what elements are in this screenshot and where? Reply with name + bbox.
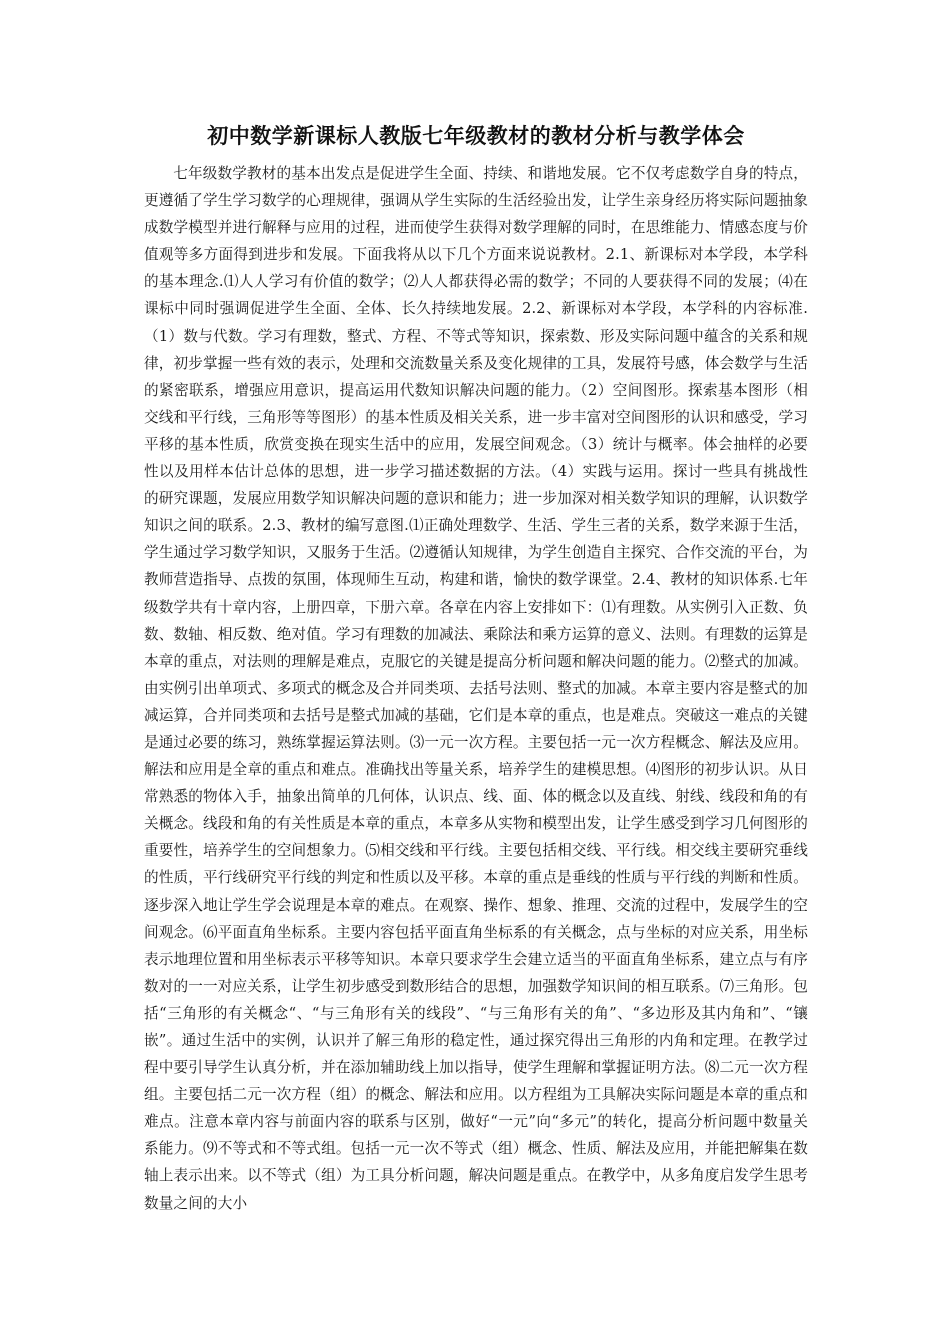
document-page	[144, 118, 808, 1217]
document-title: 初中数学新课标人教版七年级教材的教材分析与教学体会	[207, 124, 745, 148]
document-body-paragraph: 七年级数学教材的基本出发点是促进学生全面、持续、和谐地发展。它不仅考虑数学自身的特点，更遵循了学生学习数学的心理规律，强调从学生实际的生活经验出发，让学生亲身经历将实际问题抽象成数学模型并进行解释与应用的过程，进而使学生获得对数学理解的同时，在思维能力、情感态度与价值观等多方面得到进步和发展。下面我将从以下几个方面来说说教材。2.1、新课标对本学段，本学科的基本理念.⑴人人学习有价值的数学；⑵人人都获得必需的数学；不同的人要获得不同的发展；⑷在课标中同时强调促进学生全面、全体、长久持续地发展。2.2、新课标对本学段，本学科的内容标准.（1）数与代数。学习有理数，整式、方程、不等式等知识，探索数、形及实际问题中蕴含的关系和规律，初步掌握一些有效的表示，处理和交流数量关系及变化规律的工具，发展符号感，体会数学与生活的紧密联系，增强应用意识，提高运用代数知识解决问题的能力。（2）空间图形。探索基本图形（相交线和平行线，三角形等等图形）的基本性质及相关关系，进一步丰富对空间图形的认识和感受，学习平移的基本性质，欣赏变换在现实生活中的应用，发展空间观念。（3）统计与概率。体会抽样的必要性以及用样本估计总体的思想，进一步学习描述数据的方法。（4）实践与运用。探讨一些具有挑战性的研究课题，发展应用数学知识解决问题的意识和能力；进一步加深对相关数学知识的理解，认识数学知识之间的联系。2.3、教材的编写意图.⑴正确处理数学、生活、学生三者的关系，数学来源于生活，学生通过学习数学知识，又服务于生活。⑵遵循认知规律，为学生创造自主探究、合作交流的平台，为教师营造指导、点拨的氛围，体现师生互动，构建和谐，愉快的数学课堂。2.4、教材的知识体系.七年级数学共有十章内容，上册四章，下册六章。各章在内容上安排如下：⑴有理数。从实例引入正数、负数、数轴、相反数、绝对值。学习有理数的加减法、乘除法和乘方运算的意义、法则。有理数的运算是本章的重点，对法则的理解是难点，克服它的关键是提高分析问题和解决问题的能力。⑵整式的加减。由实例引出单项式、多项式的概念及合并同类项、去括号法则、整式的加减。本章主要内容是整式的加减运算，合并同类项和去括号是整式加减的基础，它们是本章的重点，也是难点。突破这一难点的关键是通过必要的练习，熟练掌握运算法则。⑶一元一次方程。主要包括一元一次方程概念、解法及应用。解法和应用是全章的重点和难点。准确找出等量关系，培养学生的建模思想。⑷图形的初步认识。从日常熟悉的物体入手，抽象出简单的几何体，认识点、线、面、体的概念以及直线、射线、线段和角的有关概念。线段和角的有关性质是本章的重点，本章多从实物和模型出发，让学生感受到学习几何图形的重要性，培养学生的空间想象力。⑸相交线和平行线。主要包括相交线、平行线。相交线主要研究垂线的性质，平行线研究平行线的判定和性质以及平移。本章的重点是垂线的性质与平行线的判断和性质。逐步深入地让学生学会说理是本章的难点。在观察、操作、想象、推理、交流的过程中，发展学生的空间观念。⑹平面直角坐标系。主要内容包括平面直角坐标系的有关概念，点与坐标的对应关系，用坐标表示地理位置和用坐标表示平移等知识。本章只要求学生会建立适当的平面直角坐标系，建立点与有序数对的一一对应关系，让学生初步感受到数形结合的思想，加强数学知识间的相互联系。⑺三角形。包括“三角形的有关概念“、“与三角形有关的线段”、“与三角形有关的角”、“多边形及其内角和”、“镶嵌”。通过生活中的实例，认识并了解三角形的稳定性，通过探究得出三角形的内角和定理。在教学过程中要引导学生认真分析，并在添加辅助线上加以指导，使学生理解和掌握证明方法。⑻二元一次方程组。主要包括二元一次方程（组）的概念、解法和应用。以方程组为工具解决实际问题是本章的重点和难点。注意本章内容与前面内容的联系与区别，做好“一元”向“多元”的转化，提高分析问题中数量关系能力。⑼不等式和不等式组。包括一元一次不等式（组）概念、性质、解法及应用，并能把解集在数轴上表示出来。以不等式（组）为工具分析问题，解决问题是重点。在教学中，从多角度启发学生思考数量之间的大小	[144, 165, 808, 1212]
